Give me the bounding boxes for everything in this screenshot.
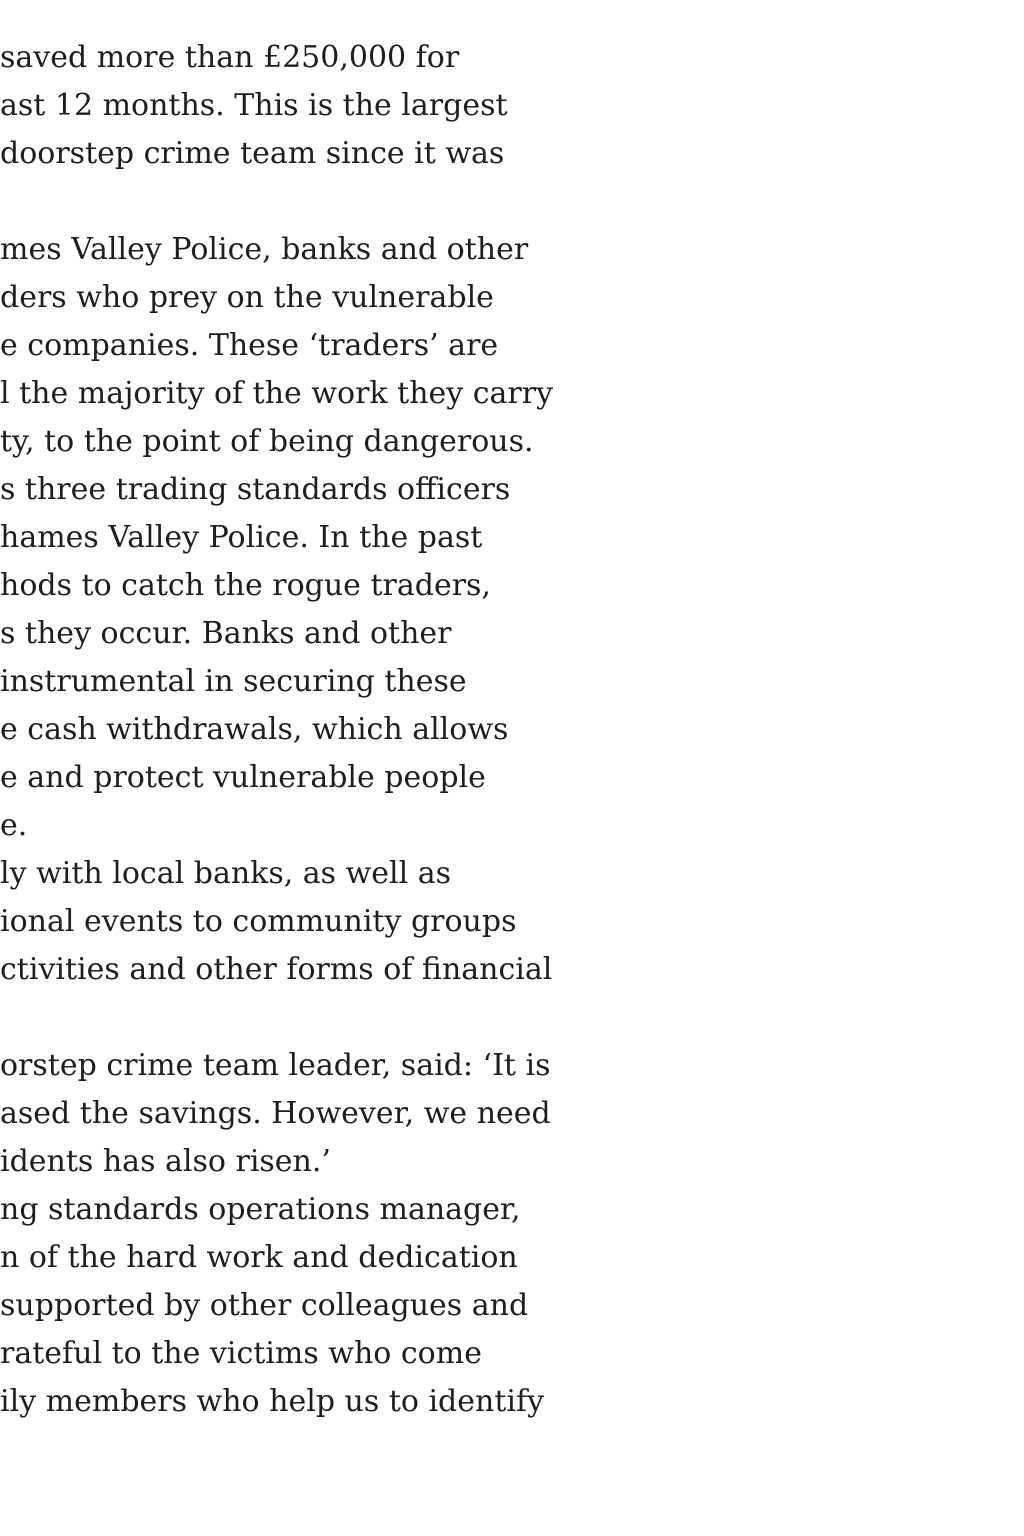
article-line: e companies. These ‘traders’ are <box>0 328 499 363</box>
article-line: ional events to community groups <box>0 904 517 939</box>
article-line: doorstep crime team since it was <box>0 136 505 171</box>
article-line: ily members who help us to identify <box>0 1384 545 1419</box>
article-line: rateful to the victims who come <box>0 1336 482 1371</box>
article-line: supported by other colleagues and <box>0 1288 529 1323</box>
article-line: n of the hard work and dedication <box>0 1240 518 1275</box>
article-line: ly with local banks, as well as <box>0 856 452 891</box>
article-line: saved more than £250,000 for <box>0 40 460 75</box>
article-line: orstep crime team leader, said: ‘It is <box>0 1048 551 1083</box>
article-line: l the majority of the work they carry <box>0 376 554 411</box>
article-line: hames Valley Police. In the past <box>0 520 483 555</box>
article-line: ctivities and other forms of financial <box>0 952 553 987</box>
article-line: ast 12 months. This is the largest <box>0 88 508 123</box>
article-line: hods to catch the rogue traders, <box>0 568 491 603</box>
article-line: ders who prey on the vulnerable <box>0 280 494 315</box>
article-line: ty, to the point of being dangerous. <box>0 424 534 459</box>
article-text <box>0 34 600 1426</box>
article-line: e cash withdrawals, which allows <box>0 712 509 747</box>
article-line: mes Valley Police, banks and other <box>0 232 529 267</box>
article-line <box>0 178 600 226</box>
article-line: ng standards operations manager, <box>0 1192 521 1227</box>
article-line: s they occur. Banks and other <box>0 616 452 651</box>
article-line: idents has also risen.’ <box>0 1144 331 1179</box>
article-line: s three trading standards officers <box>0 472 511 507</box>
article-line: e and protect vulnerable people <box>0 760 486 795</box>
article-line: instrumental in securing these <box>0 664 467 699</box>
article-line: ased the savings. However, we need <box>0 1096 551 1131</box>
article-line: e. <box>0 808 28 843</box>
article-line <box>0 994 600 1042</box>
